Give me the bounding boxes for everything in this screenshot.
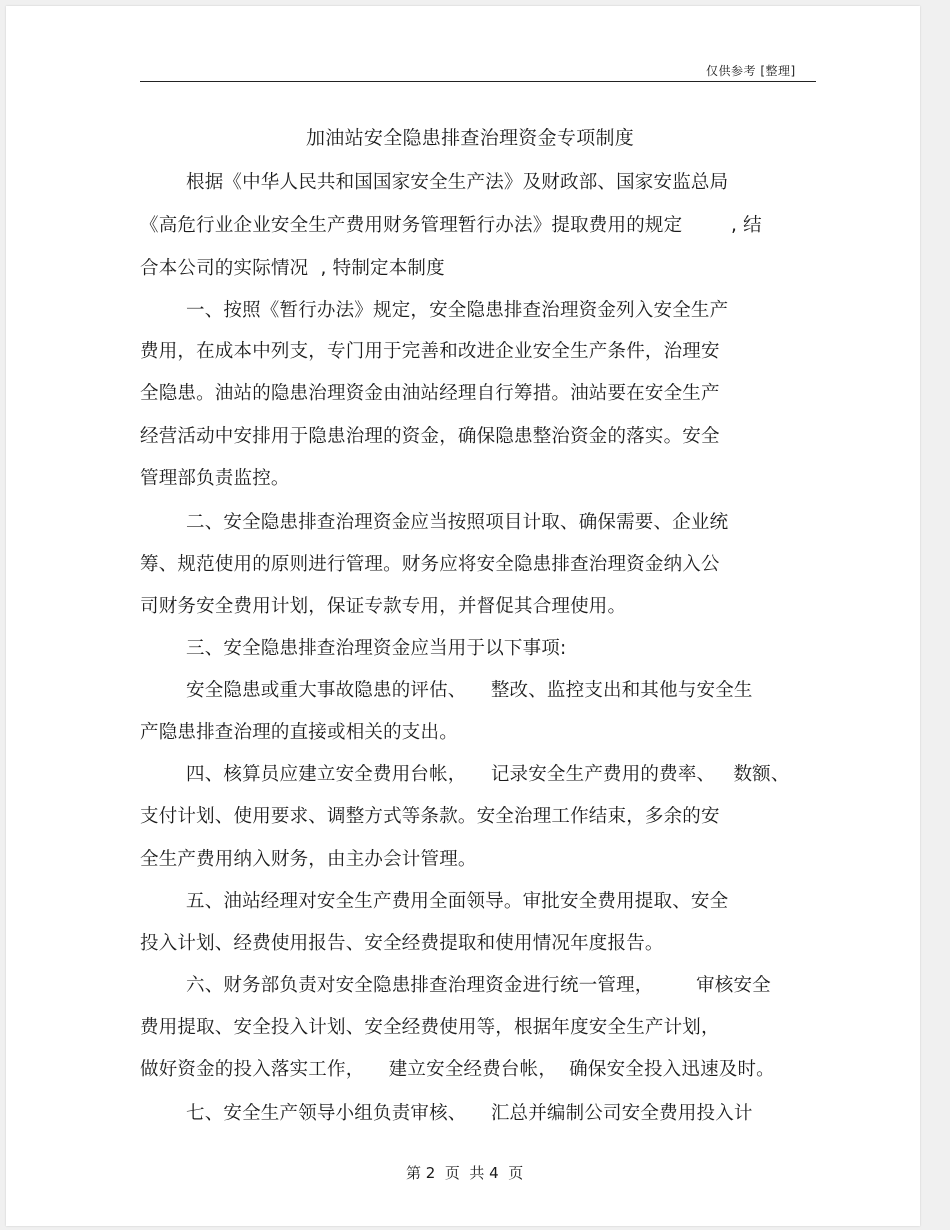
body-line: 全隐患。油站的隐患治理资金由油站经理自行筹措。油站要在安全生产 bbox=[140, 383, 720, 404]
body-line: 全生产费用纳入财务，由主办会计管理。 bbox=[140, 849, 477, 870]
body-line: 筹、规范使用的原则进行管理。财务应将安全隐患排查治理资金纳入公 bbox=[140, 554, 720, 575]
body-line: 六、财务部负责对安全隐患排查治理资金进行统一管理， 审核安全 bbox=[186, 975, 771, 996]
body-line: 三、安全隐患排查治理资金应当用于以下事项: bbox=[186, 638, 567, 659]
body-line: 投入计划、经费使用报告、安全经费提取和使用情况年度报告。 bbox=[140, 933, 664, 954]
body-line: 做好资金的投入落实工作， 建立安全经费台帐， 确保安全投入迅速及时。 bbox=[140, 1059, 775, 1080]
page-number-footer: 第 2 页 共 4 页 bbox=[406, 1164, 524, 1182]
header-note: 仅供参考 [整理] bbox=[706, 64, 796, 78]
body-line: 费用提取、安全投入计划、安全经费使用等，根据年度安全生产计划， bbox=[140, 1017, 720, 1038]
body-line: 费用，在成本中列支，专门用于完善和改进企业安全生产条件，治理安 bbox=[140, 341, 720, 362]
body-line: 管理部负责监控。 bbox=[140, 468, 290, 489]
header-rule bbox=[140, 81, 816, 82]
body-line: 根据《中华人民共和国国家安全生产法》及财政部、国家安监总局 bbox=[186, 172, 729, 193]
body-line: 七、安全生产领导小组负责审核、 汇总并编制公司安全费用投入计 bbox=[186, 1103, 753, 1124]
body-line: 支付计划、使用要求、调整方式等条款。安全治理工作结束，多余的安 bbox=[140, 806, 720, 827]
body-line: 司财务安全费用计划，保证专款专用，并督促其合理使用。 bbox=[140, 596, 627, 617]
body-line: 一、按照《暂行办法》规定，安全隐患排查治理资金列入安全生产 bbox=[186, 300, 729, 321]
body-line: 经营活动中安排用于隐患治理的资金，确保隐患整治资金的落实。安全 bbox=[140, 426, 720, 447]
body-line: 《高危行业企业安全生产费用财务管理暂行办法》提取费用的规定 , 结 bbox=[140, 215, 762, 236]
body-line: 合本公司的实际情况 , 特制定本制度 bbox=[140, 258, 445, 279]
document-page bbox=[6, 6, 920, 1226]
body-line: 二、安全隐患排查治理资金应当按照项目计取、确保需要、企业统 bbox=[186, 512, 729, 533]
body-line: 四、核算员应建立安全费用台帐， 记录安全生产费用的费率、 数额、 bbox=[186, 764, 790, 785]
body-line: 五、油站经理对安全生产费用全面领导。审批安全费用提取、安全 bbox=[186, 891, 729, 912]
document-title: 加油站安全隐患排查治理资金专项制度 bbox=[306, 127, 635, 149]
body-line: 安全隐患或重大事故隐患的评估、 整改、监控支出和其他与安全生 bbox=[186, 680, 753, 701]
body-line: 产隐患排查治理的直接或相关的支出。 bbox=[140, 722, 458, 743]
